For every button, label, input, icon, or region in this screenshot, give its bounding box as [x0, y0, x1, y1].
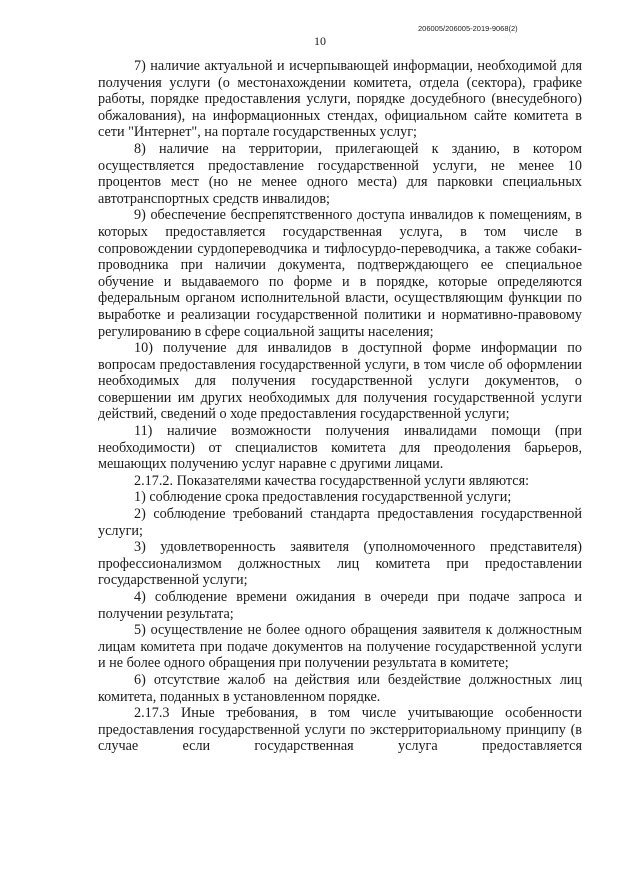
paragraph-2-17-2: 2.17.2. Показателями качества государственной услуги являются:	[134, 472, 530, 489]
quality-indicator-2: 2) соблюдение требований стандарта предоставления государственной услуги;	[98, 506, 582, 539]
paragraph-2-17-3: 2.17.3 Иные требования, в том числе учитывающие особенности предоставления государственной услуги по экстерриториальному принципу (в случае если государственная услуга предоставляется	[98, 705, 582, 755]
quality-indicator-6: 6) отсутствие жалоб на действия или бездействие должностных лиц комитета, поданных в установленном порядке.	[98, 671, 582, 705]
page-number: 10	[314, 34, 326, 48]
quality-indicator-5: 5) осуществление не более одного обращения заявителя к должностным лицам комитета при подаче документов на получение государственной услуги и не более одного обращения при получении результата в комитете;	[98, 622, 582, 672]
paragraph-item-8: 8) наличие на территории, прилегающей к зданию, в котором осуществляется предоставление государственной услуги, не менее 10 процентов мест (но не менее одного места) для парковки специальных автотранспортных средств инвалидов;	[98, 140, 582, 207]
document-body	[98, 58, 582, 755]
paragraph-item-7: 7) наличие актуальной и исчерпывающей информации, необходимой для получения услуги (о местонахождении комитета, отдела (сектора), графике работы, порядке предоставления услуги, порядке досудебного (внесудебного) обжалования), на информационных стендах, официальном сайте комитета в сети "Интернет", на портале государственных услуг;	[98, 58, 582, 141]
quality-indicator-3: 3) удовлетворенность заявителя (уполномоченного представителя) профессионализмом должностных лиц комитета при предоставлении государственной услуги;	[98, 539, 582, 589]
paragraph-item-9: 9) обеспечение беспрепятственного доступа инвалидов к помещениям, в которых предоставляется государственная услуга, в том числе в сопровождении сурдопереводчика и тифлосурдо-переводчика, а также собаки-проводника при наличии документа, подтверждающего ее специальное обучение и выдаваемого по форме и в порядке, которые определяются федеральным органом исполнительной власти, осуществляющим функции по выработке и реализации государственной политики и нормативно-правовому регулированию в сфере социальной защиты населения;	[98, 207, 582, 340]
quality-indicator-1: 1) соблюдение срока предоставления государственной услуги;	[134, 489, 512, 506]
quality-indicator-4: 4) соблюдение времени ожидания в очереди при подаче запроса и получении результата;	[98, 589, 582, 622]
paragraph-item-11: 11) наличие возможности получения инвалидами помощи (при необходимости) от специалистов комитета для преодоления барьеров, мешающих получению услуг наравне с другими лицами.	[98, 423, 582, 473]
paragraph-item-10: 10) получение для инвалидов в доступной форме информации по вопросам предоставления государственной услуги, в том числе об оформлении необходимых для получения государственной услуги документов, о совершении им других необходимых для получения государственной услуги действий, сведений о ходе предоставления государственной услуги;	[98, 340, 582, 423]
document-id: 206005/206005-2019-9068(2)	[418, 24, 518, 33]
